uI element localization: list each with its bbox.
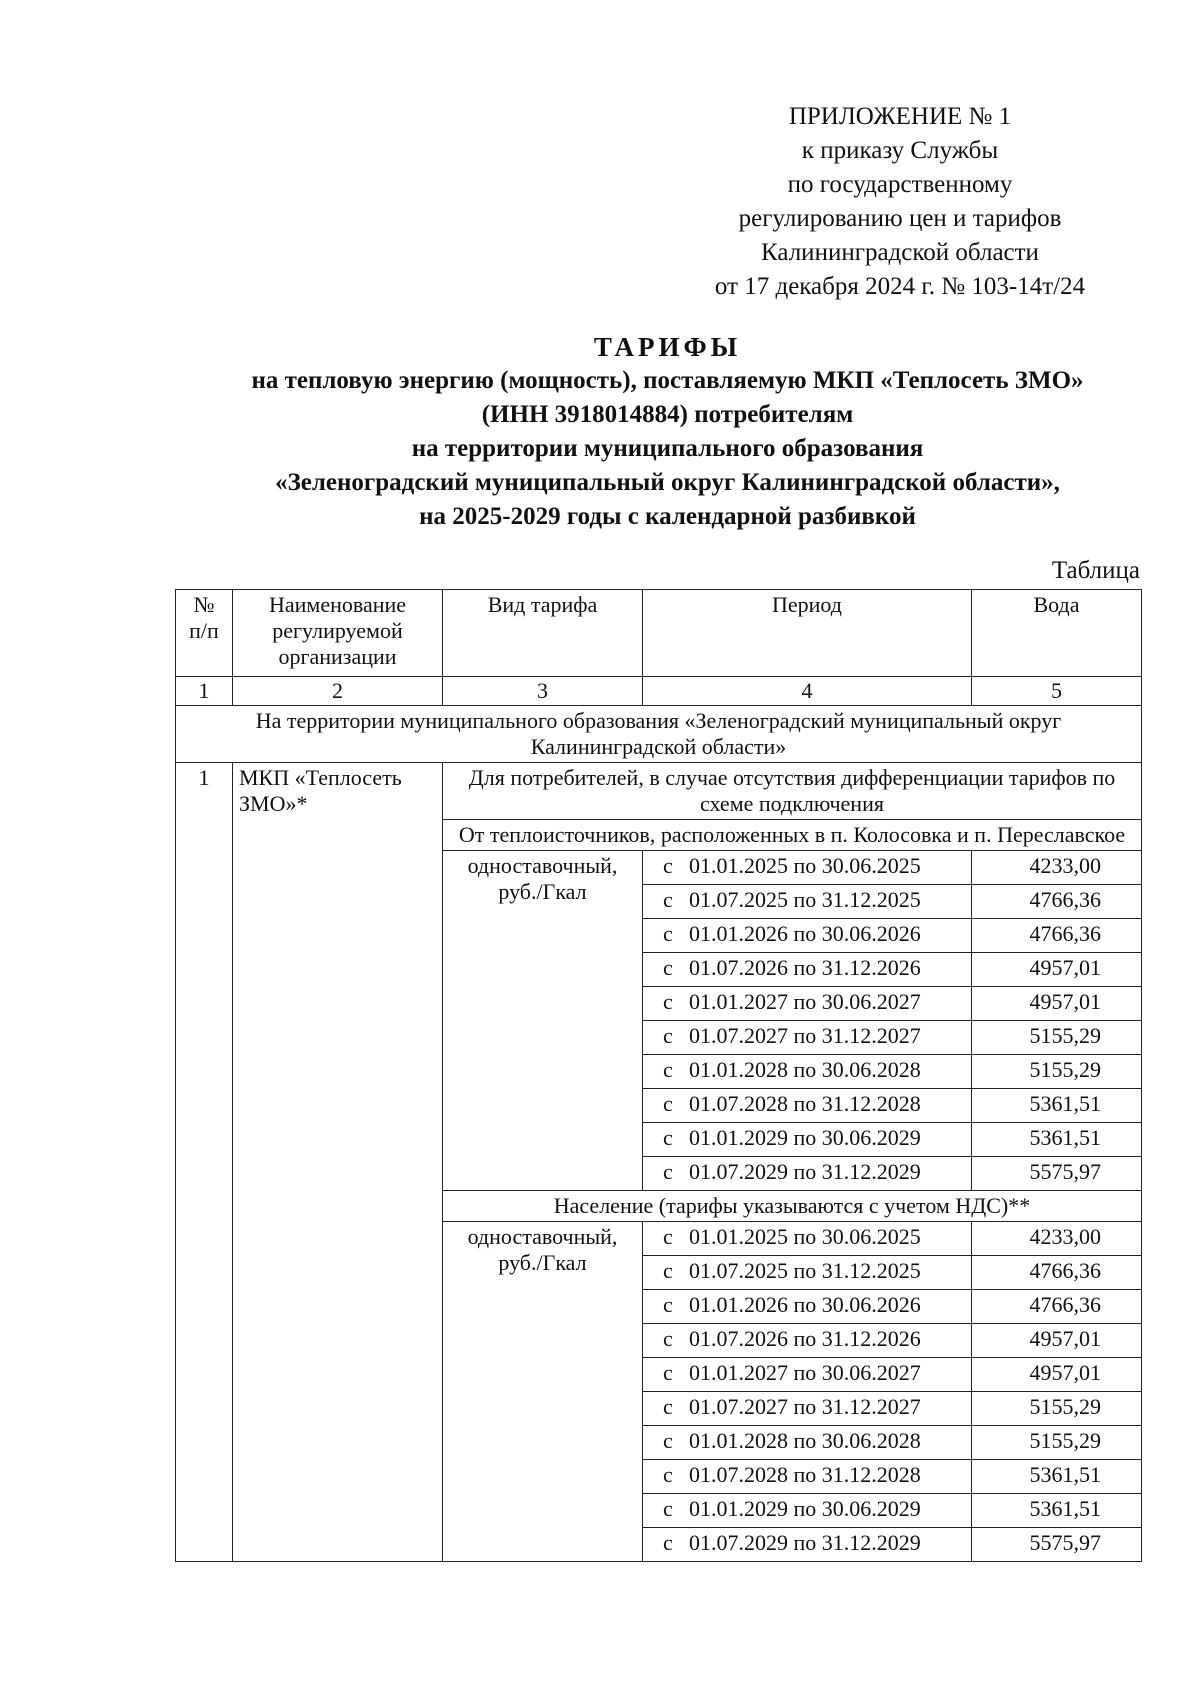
period-prefix: с: [663, 1394, 673, 1419]
tariff-value: 5361,51: [972, 1494, 1142, 1528]
tariff-value: 5361,51: [972, 1460, 1142, 1494]
period-cell: [643, 919, 972, 953]
column-number: 3: [443, 677, 643, 706]
period-prefix: с: [663, 1224, 673, 1249]
period-range: 01.01.2029 по 30.06.2029: [689, 1496, 921, 1521]
tariff-value: 5155,29: [972, 1021, 1142, 1055]
period-range: 01.07.2027 по 31.12.2027: [689, 1394, 921, 1419]
period-range: 01.01.2028 по 30.06.2028: [689, 1428, 921, 1453]
period-cell: [643, 987, 972, 1021]
period-cell: [643, 1392, 972, 1426]
period-prefix: с: [663, 1258, 673, 1283]
period-range: 01.01.2026 по 30.06.2026: [689, 921, 921, 946]
period-prefix: с: [663, 1462, 673, 1487]
period-prefix: с: [663, 1360, 673, 1385]
tariff-value: 5361,51: [972, 1123, 1142, 1157]
period-range: 01.01.2027 по 30.06.2027: [689, 989, 921, 1014]
header-row: [176, 590, 1142, 677]
tariff-value: 5155,29: [972, 1055, 1142, 1089]
tariff-value: 4957,01: [972, 953, 1142, 987]
period-range: 01.01.2028 по 30.06.2028: [689, 1057, 921, 1082]
period-cell: [643, 1089, 972, 1123]
organization-name: МКП «Теплосеть ЗМО»*: [233, 763, 443, 1562]
period-prefix: с: [663, 1428, 673, 1453]
period-cell: [643, 1460, 972, 1494]
period-range: 01.01.2029 по 30.06.2029: [689, 1125, 921, 1150]
period-cell: [643, 1324, 972, 1358]
header-tariff-type: Вид тарифа: [443, 590, 643, 677]
title-line: на 2025-2029 годы с календарной разбивкой: [419, 503, 916, 530]
period-cell: [643, 1290, 972, 1324]
column-number: 4: [643, 677, 972, 706]
period-cell: [643, 851, 972, 885]
title-line: (ИНН 3918014884) потребителям: [481, 401, 854, 428]
tariff-value: 4233,00: [972, 1222, 1142, 1256]
tariff-value: 4766,36: [972, 885, 1142, 919]
appendix-header: [680, 100, 1120, 304]
tariff-value: 5361,51: [972, 1089, 1142, 1123]
territory-row: [176, 706, 1142, 763]
title-line: на территории муниципального образования: [411, 435, 924, 462]
period-range: 01.07.2026 по 31.12.2026: [689, 955, 921, 980]
group1-subheading: От теплоисточников, расположенных в п. Колосовка и п. Переславское: [443, 820, 1142, 851]
period-prefix: с: [663, 1057, 673, 1082]
territory-cell: На территории муниципального образования «Зеленоградский муниципальный округ Калининградской области»: [176, 706, 1142, 763]
period-prefix: с: [663, 1326, 673, 1351]
period-cell: [643, 953, 972, 987]
period-range: 01.07.2025 по 31.12.2025: [689, 1258, 921, 1283]
tariff-value: 4766,36: [972, 1256, 1142, 1290]
period-prefix: с: [663, 955, 673, 980]
period-prefix: с: [663, 1023, 673, 1048]
tariff-value: 4233,00: [972, 851, 1142, 885]
period-prefix: с: [663, 1496, 673, 1521]
period-range: 01.07.2025 по 31.12.2025: [689, 887, 921, 912]
column-numbers-row: [176, 677, 1142, 706]
tariff-value: 4957,01: [972, 1324, 1142, 1358]
title-line: «Зеленоградский муниципальный округ Калининградской области»,: [275, 469, 1060, 496]
appendix-line: к приказу Службы: [801, 137, 999, 164]
row-number: 1: [176, 763, 233, 1562]
appendix-line: Калининградской области: [761, 239, 1039, 266]
main-title: ТАРИФЫ: [593, 332, 742, 362]
tariff-value: 4766,36: [972, 1290, 1142, 1324]
tariff-value: 5575,97: [972, 1528, 1142, 1562]
tariff-type: одноставочный, руб./Гкал: [443, 851, 643, 1191]
header-period: Период: [643, 590, 972, 677]
period-range: 01.07.2026 по 31.12.2026: [689, 1326, 921, 1351]
group1-heading-row: [176, 763, 1142, 820]
tariff-value: 5155,29: [972, 1426, 1142, 1460]
period-range: 01.01.2025 по 30.06.2025: [689, 1224, 921, 1249]
period-range: 01.07.2028 по 31.12.2028: [689, 1462, 921, 1487]
tariff-value: 4766,36: [972, 919, 1142, 953]
period-cell: [643, 1222, 972, 1256]
header-number: № п/п: [176, 590, 233, 677]
period-range: 01.01.2027 по 30.06.2027: [689, 1360, 921, 1385]
period-cell: [643, 885, 972, 919]
period-cell: [643, 1426, 972, 1460]
period-range: 01.07.2029 по 31.12.2029: [689, 1159, 921, 1184]
group2-heading: Население (тарифы указываются с учетом НДС)**: [443, 1191, 1142, 1222]
period-cell: [643, 1157, 972, 1191]
tariff-value: 5575,97: [972, 1157, 1142, 1191]
period-prefix: с: [663, 1292, 673, 1317]
appendix-line: от 17 декабря 2024 г. № 103-14т/24: [714, 273, 1086, 300]
period-cell: [643, 1494, 972, 1528]
column-number: 5: [972, 677, 1142, 706]
tariff-value: 5155,29: [972, 1392, 1142, 1426]
period-range: 01.01.2025 по 30.06.2025: [689, 853, 921, 878]
period-prefix: с: [663, 887, 673, 912]
period-cell: [643, 1055, 972, 1089]
period-prefix: с: [663, 1530, 673, 1555]
group1-heading: Для потребителей, в случае отсутствия дифференциации тарифов по схеме подключения: [443, 763, 1142, 820]
period-prefix: с: [663, 853, 673, 878]
document-title: [150, 330, 1185, 534]
period-prefix: с: [663, 921, 673, 946]
table-caption: Таблица: [1051, 557, 1140, 584]
period-range: 01.07.2028 по 31.12.2028: [689, 1091, 921, 1116]
column-number: 2: [233, 677, 443, 706]
header-water: Вода: [972, 590, 1142, 677]
title-line: на тепловую энергию (мощность), поставляемую МКП «Теплосеть ЗМО»: [251, 367, 1084, 394]
appendix-line: регулированию цен и тарифов: [738, 205, 1062, 232]
period-prefix: с: [663, 1159, 673, 1184]
period-range: 01.07.2029 по 31.12.2029: [689, 1530, 921, 1555]
period-range: 01.01.2026 по 30.06.2026: [689, 1292, 921, 1317]
header-organization: Наименование регулируемой организации: [233, 590, 443, 677]
period-cell: [643, 1123, 972, 1157]
tariff-value: 4957,01: [972, 1358, 1142, 1392]
column-number: 1: [176, 677, 233, 706]
period-prefix: с: [663, 989, 673, 1014]
appendix-line: по государственному: [787, 171, 1013, 198]
appendix-line: ПРИЛОЖЕНИЕ № 1: [788, 103, 1012, 130]
tariff-type: одноставочный, руб./Гкал: [443, 1222, 643, 1562]
period-cell: [643, 1021, 972, 1055]
period-cell: [643, 1358, 972, 1392]
period-prefix: с: [663, 1091, 673, 1116]
period-range: 01.07.2027 по 31.12.2027: [689, 1023, 921, 1048]
period-cell: [643, 1256, 972, 1290]
tariff-value: 4957,01: [972, 987, 1142, 1021]
period-cell: [643, 1528, 972, 1562]
tariffs-table: [175, 589, 1142, 1562]
period-prefix: с: [663, 1125, 673, 1150]
